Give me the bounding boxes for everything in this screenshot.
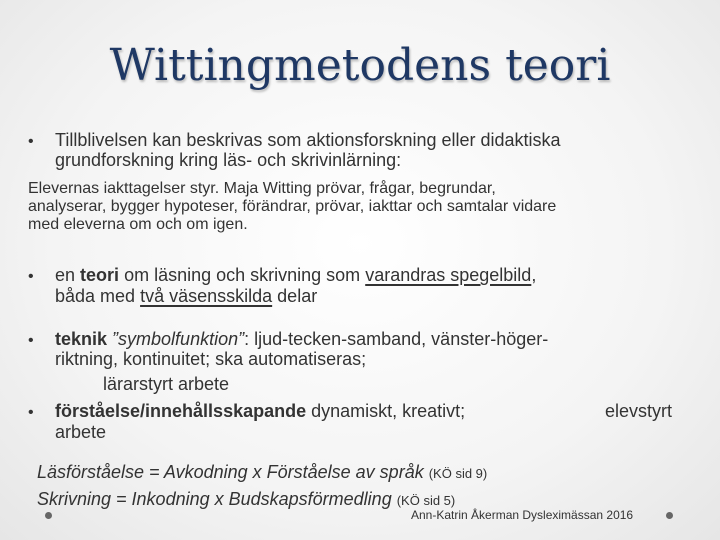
teori-underlined-2: två väsensskilda xyxy=(140,286,273,306)
formula-reading xyxy=(37,462,487,483)
teori-line2-post: delar xyxy=(277,286,318,306)
slide-title: Wittingmetodens teori xyxy=(109,40,611,91)
teori-comma: , xyxy=(531,265,537,285)
intro-line-1: Tillblivelsen kan beskrivas som aktionsforskning eller didaktiska xyxy=(55,130,561,150)
observation-line-3: med eleverna om och om igen. xyxy=(28,216,248,233)
formula-ref: (KÖ sid 5) xyxy=(396,493,456,508)
teknik-line-3: lärarstyrt arbete xyxy=(103,374,230,394)
teori-pre: en xyxy=(55,265,76,285)
forstaelse-right: elevstyrt xyxy=(605,401,673,421)
teori-line2-pre: båda med xyxy=(55,286,136,306)
teknik-line-2: riktning, kontinuitet; ska automatiseras; xyxy=(55,349,367,369)
teknik-italic: ”symbolfunktion” xyxy=(112,329,245,349)
teori-keyword: teori xyxy=(80,265,120,285)
teknik-line-1 xyxy=(55,330,548,349)
observation-line-1: Elevernas iakttagelser styr. Maja Witting prövar, frågar, begrundar, xyxy=(28,180,496,197)
forstaelse-rest: dynamiskt, kreativt; xyxy=(311,401,466,421)
teknik-keyword: teknik xyxy=(55,329,108,349)
bullet-dot: • xyxy=(28,268,34,285)
teori-line-1 xyxy=(55,266,536,285)
teori-mid: om läsning och skrivning som xyxy=(124,265,361,285)
teknik-rest: : ljud-tecken-samband, vänster-höger- xyxy=(244,329,549,349)
decor-dot-right xyxy=(666,512,673,519)
decor-dot-left xyxy=(45,512,52,519)
bullet-dot: • xyxy=(28,332,34,349)
formula-ref: (KÖ sid 9) xyxy=(428,466,488,481)
formula-writing xyxy=(37,489,455,510)
teori-underlined-1: varandras spegelbild xyxy=(365,265,532,285)
intro-line-2: grundforskning kring läs- och skrivinlärning: xyxy=(55,150,402,170)
formula-text: Skrivning = Inkodning x Budskapsförmedling xyxy=(37,489,392,509)
footer-credit: Ann-Katrin Åkerman Dysleximässan 2016 xyxy=(411,508,634,522)
formula-text: Läsförståelse = Avkodning x Förståelse av språk xyxy=(37,462,424,482)
forstaelse-line-1 xyxy=(55,402,465,421)
forstaelse-keyword: förståelse/innehållsskapande xyxy=(55,401,307,421)
bullet-dot: • xyxy=(28,133,34,150)
teori-line-2 xyxy=(55,287,317,306)
forstaelse-line-2: arbete xyxy=(55,422,107,442)
observation-line-2: analyserar, bygger hypoteser, förändrar, prövar, iakttar och samtalar vidare xyxy=(28,198,557,215)
bullet-dot: • xyxy=(28,404,34,421)
